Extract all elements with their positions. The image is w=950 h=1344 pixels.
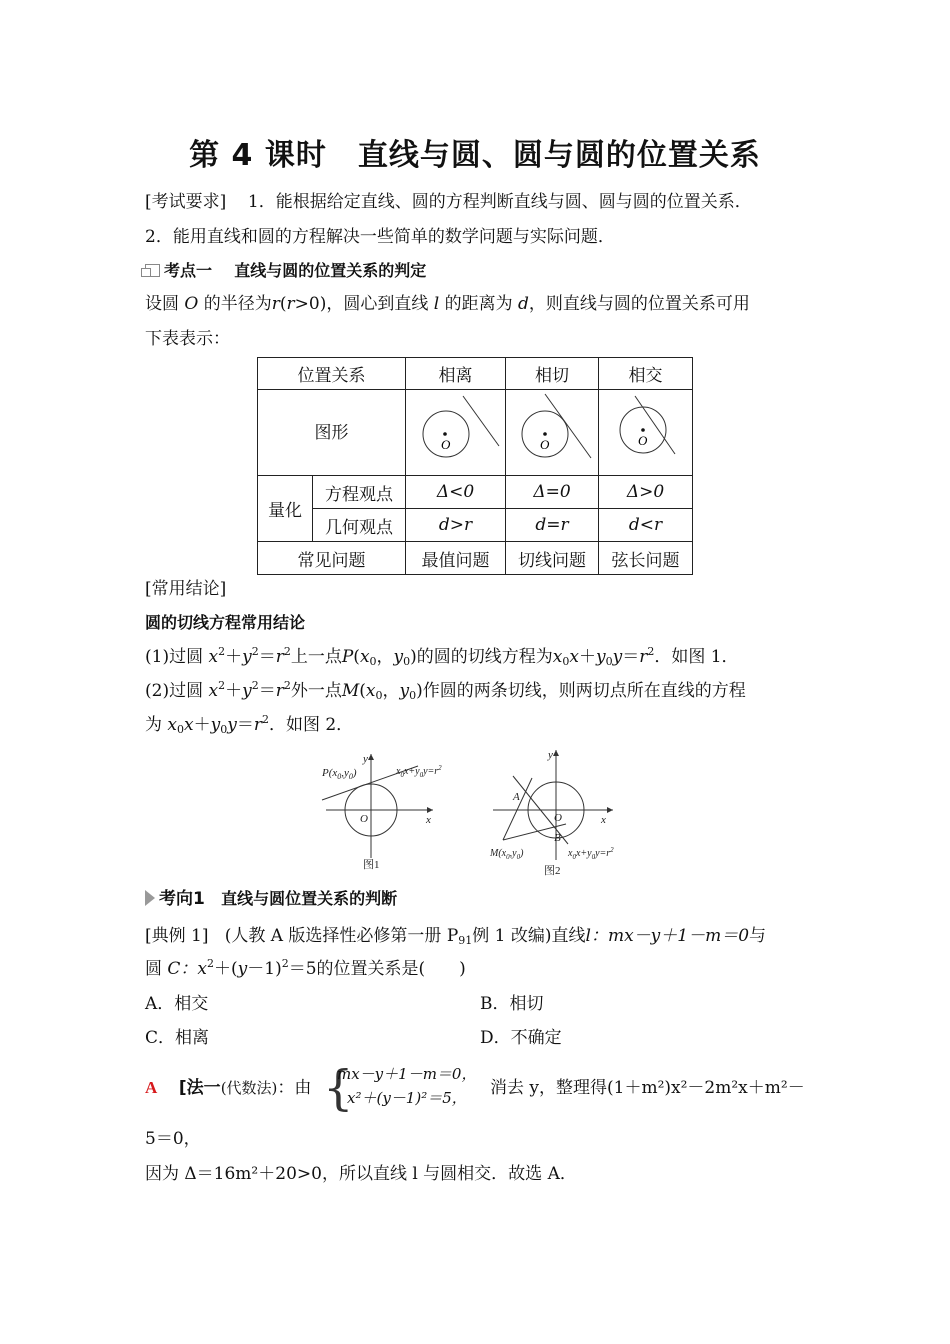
method-label: [法一 (178, 1078, 221, 1098)
fig2-point-a: A (513, 791, 520, 803)
triangle-icon (145, 890, 155, 906)
text: 圆 (145, 959, 162, 979)
geometry-view-value: d>r (406, 509, 506, 542)
circle-name: C (167, 959, 181, 979)
conclusion-item-1: (1)过圆 $x^2+y^2=r^2$上一点$P(x_0$，$y_0$)的圆的切线方程为$x_0x+y_0y=r^2$．如图 1． (145, 645, 739, 668)
method-note: (代数法) (220, 1079, 278, 1097)
intro-paragraph (145, 293, 750, 315)
intro-line-2: 下表表示： (145, 329, 230, 349)
text: (2)过圆 (145, 681, 204, 701)
svg-text:P(x0,y0): $P(x_0,y_0)$ (322, 767, 357, 781)
system-eq-1: mx－y＋1－m＝0， (337, 1065, 477, 1083)
intro-var: O (184, 294, 199, 314)
equation-system (337, 1062, 476, 1110)
fig1-point-label-end: ) (352, 767, 357, 779)
system-brace: { (323, 1060, 354, 1116)
intro-text: ( (279, 294, 287, 314)
fig2-x-label: x (601, 814, 606, 826)
table-header: 相交 (599, 358, 693, 390)
intro-var: r (271, 294, 280, 314)
intro-var: d (518, 294, 529, 314)
table-header: 相切 (506, 358, 599, 390)
requirement-item-2: 2．能用直线和圆的方程解决一些简单的数学问题与实际问题． (145, 227, 615, 247)
table-header: 位置关系 (258, 358, 406, 390)
example-1-line2: 圆 C：$x^2+(y-1)^2=5$的位置关系是( ) (145, 957, 466, 979)
tangent-figures (318, 748, 648, 878)
text: 作圆的两条切线，则两切点所在直线的方程 (422, 681, 746, 701)
section-point-1 (145, 260, 426, 282)
equation-view-value: Δ<0 (406, 476, 506, 509)
text: 的圆的切线方程为 (416, 647, 553, 667)
option-b: B．相切 (480, 994, 544, 1014)
circle-tangent-diagram (507, 390, 597, 470)
conclusion-item-2-cont: 为 $x_0x+y_0y=r^2$．如图 2． (145, 713, 354, 736)
text: (1)过圆 (145, 647, 204, 667)
section-icon (145, 264, 160, 277)
quant-label: 量化 (258, 476, 313, 542)
geometry-view-label: 几何观点 (313, 509, 406, 542)
intro-text: 设圆 (145, 294, 179, 314)
requirement-item-1: 1．能根据给定直线、圆的方程判断直线与圆、圆与圆的位置关系． (247, 192, 752, 212)
common-problem-value: 切线问题 (506, 542, 599, 575)
option-a: A．相交 (145, 994, 209, 1014)
fig1-point-label: P(x (322, 767, 338, 779)
text: 与 (749, 926, 767, 946)
common-problem-value: 最值问题 (406, 542, 506, 575)
fig1-x-label: x (426, 814, 431, 826)
circle-separate-diagram (411, 390, 501, 470)
center-label: O (440, 437, 450, 452)
example-source-sub: 91 (458, 934, 473, 947)
conclusion-subtitle: 圆的切线方程常用结论 (145, 613, 306, 632)
intro-text: >0)，圆心到直线 (294, 294, 429, 314)
figure-separate (406, 390, 506, 476)
direction-1-title: 直线与圆位置关系的判断 (221, 889, 398, 908)
example-label: [典例 1] (145, 926, 209, 946)
point1-label: 考点一 (164, 261, 213, 280)
intro-text: 的半径为 (203, 294, 272, 314)
fig2-point-m: M(x (490, 848, 507, 859)
intro-var: r (286, 294, 295, 314)
fig1-caption: 图1 (363, 859, 380, 871)
equation-view-label: 方程观点 (313, 476, 406, 509)
text: 为 (145, 715, 162, 735)
circle-eq: ：x (180, 959, 208, 979)
example-source: (人教 A 版选择性必修第一册 P (224, 926, 459, 946)
svg-text:x0x+y0y=r2: $x_0x+y_0y=r^2$ (396, 764, 442, 779)
fig2-caption: 图2 (544, 865, 561, 877)
table-header: 相离 (406, 358, 506, 390)
center-label: O (637, 433, 647, 448)
text: ．如图 2． (268, 715, 354, 735)
direction-1-label: 考向1 (159, 889, 205, 909)
page-title: 第 4 课时 直线与圆、圆与圆的位置关系 (189, 138, 761, 173)
solution-eliminate: 消去 y，整理得(1＋m²)x²－2m²x＋m²－ (490, 1078, 805, 1098)
intro-var: l (433, 294, 440, 314)
solution-line-1 (145, 1077, 311, 1099)
equation-view-value: Δ=0 (506, 476, 599, 509)
system-eq-2: x²＋(y－1)²＝5， (347, 1089, 467, 1107)
conclusion-item-2: (2)过圆 $x^2+y^2=r^2$外一点$M(x_0$，$y_0$)作圆的两条切线，则两切点所在直线的方程 (145, 679, 746, 702)
geometry-view-value: d=r (506, 509, 599, 542)
option-c: C．相离 (145, 1028, 210, 1048)
fig2-y-label: y (548, 749, 553, 761)
circle-intersect-diagram (601, 390, 691, 470)
common-problem-value: 弦长问题 (599, 542, 693, 575)
direction-1-heading (145, 888, 397, 910)
fig1-origin-label: O (360, 813, 368, 825)
text: ．如图 1． (654, 647, 739, 667)
fig1-y-label: y (363, 753, 368, 765)
example-line: l：mx－y＋1－m＝0 (585, 926, 750, 946)
intro-text: ，则直线与圆的位置关系可用 (528, 294, 750, 314)
answer-letter: A (145, 1078, 158, 1097)
figure-row-label: 图形 (258, 390, 406, 476)
common-problem-label: 常见问题 (258, 542, 406, 575)
solution-line-3: 因为 Δ＝16m²＋20>0，所以直线 l 与圆相交．故选 A． (145, 1164, 577, 1184)
intro-text: 的距离为 (444, 294, 513, 314)
equation-view-value: Δ>0 (599, 476, 693, 509)
option-d: D．不确定 (480, 1028, 562, 1048)
fig2-eq-label: x (568, 848, 573, 859)
fig2-point-b: B (554, 832, 561, 844)
text: 外一点 (290, 681, 342, 701)
conclusion-label: [常用结论] (145, 579, 227, 599)
svg-text:x0x+y0y=r2: $x_0x+y_0y=r^2$ (568, 846, 614, 861)
figure-intersect (599, 390, 693, 476)
geometry-view-value: d<r (599, 509, 693, 542)
example-source-end: 例 1 改编)直线 (472, 926, 586, 946)
center-label: O (540, 437, 550, 452)
requirement-label: [考试要求] (145, 192, 227, 212)
fig1-eq-label: x (396, 766, 401, 777)
position-relation-table (257, 357, 693, 575)
solution-line-2: 5＝0， (145, 1129, 201, 1149)
figure-tangent (506, 390, 599, 476)
exam-requirement (145, 191, 752, 213)
point1-title: 直线与圆的位置关系的判定 (234, 261, 427, 280)
text: 的位置关系是( ) (316, 959, 466, 979)
svg-text:M(x0,y0): $M(x_0,y_0)$ (490, 848, 524, 861)
fig2-origin-label: O (554, 812, 562, 824)
text: 上一点 (290, 647, 342, 667)
example-1 (145, 925, 766, 947)
text: ：由 (277, 1078, 312, 1098)
